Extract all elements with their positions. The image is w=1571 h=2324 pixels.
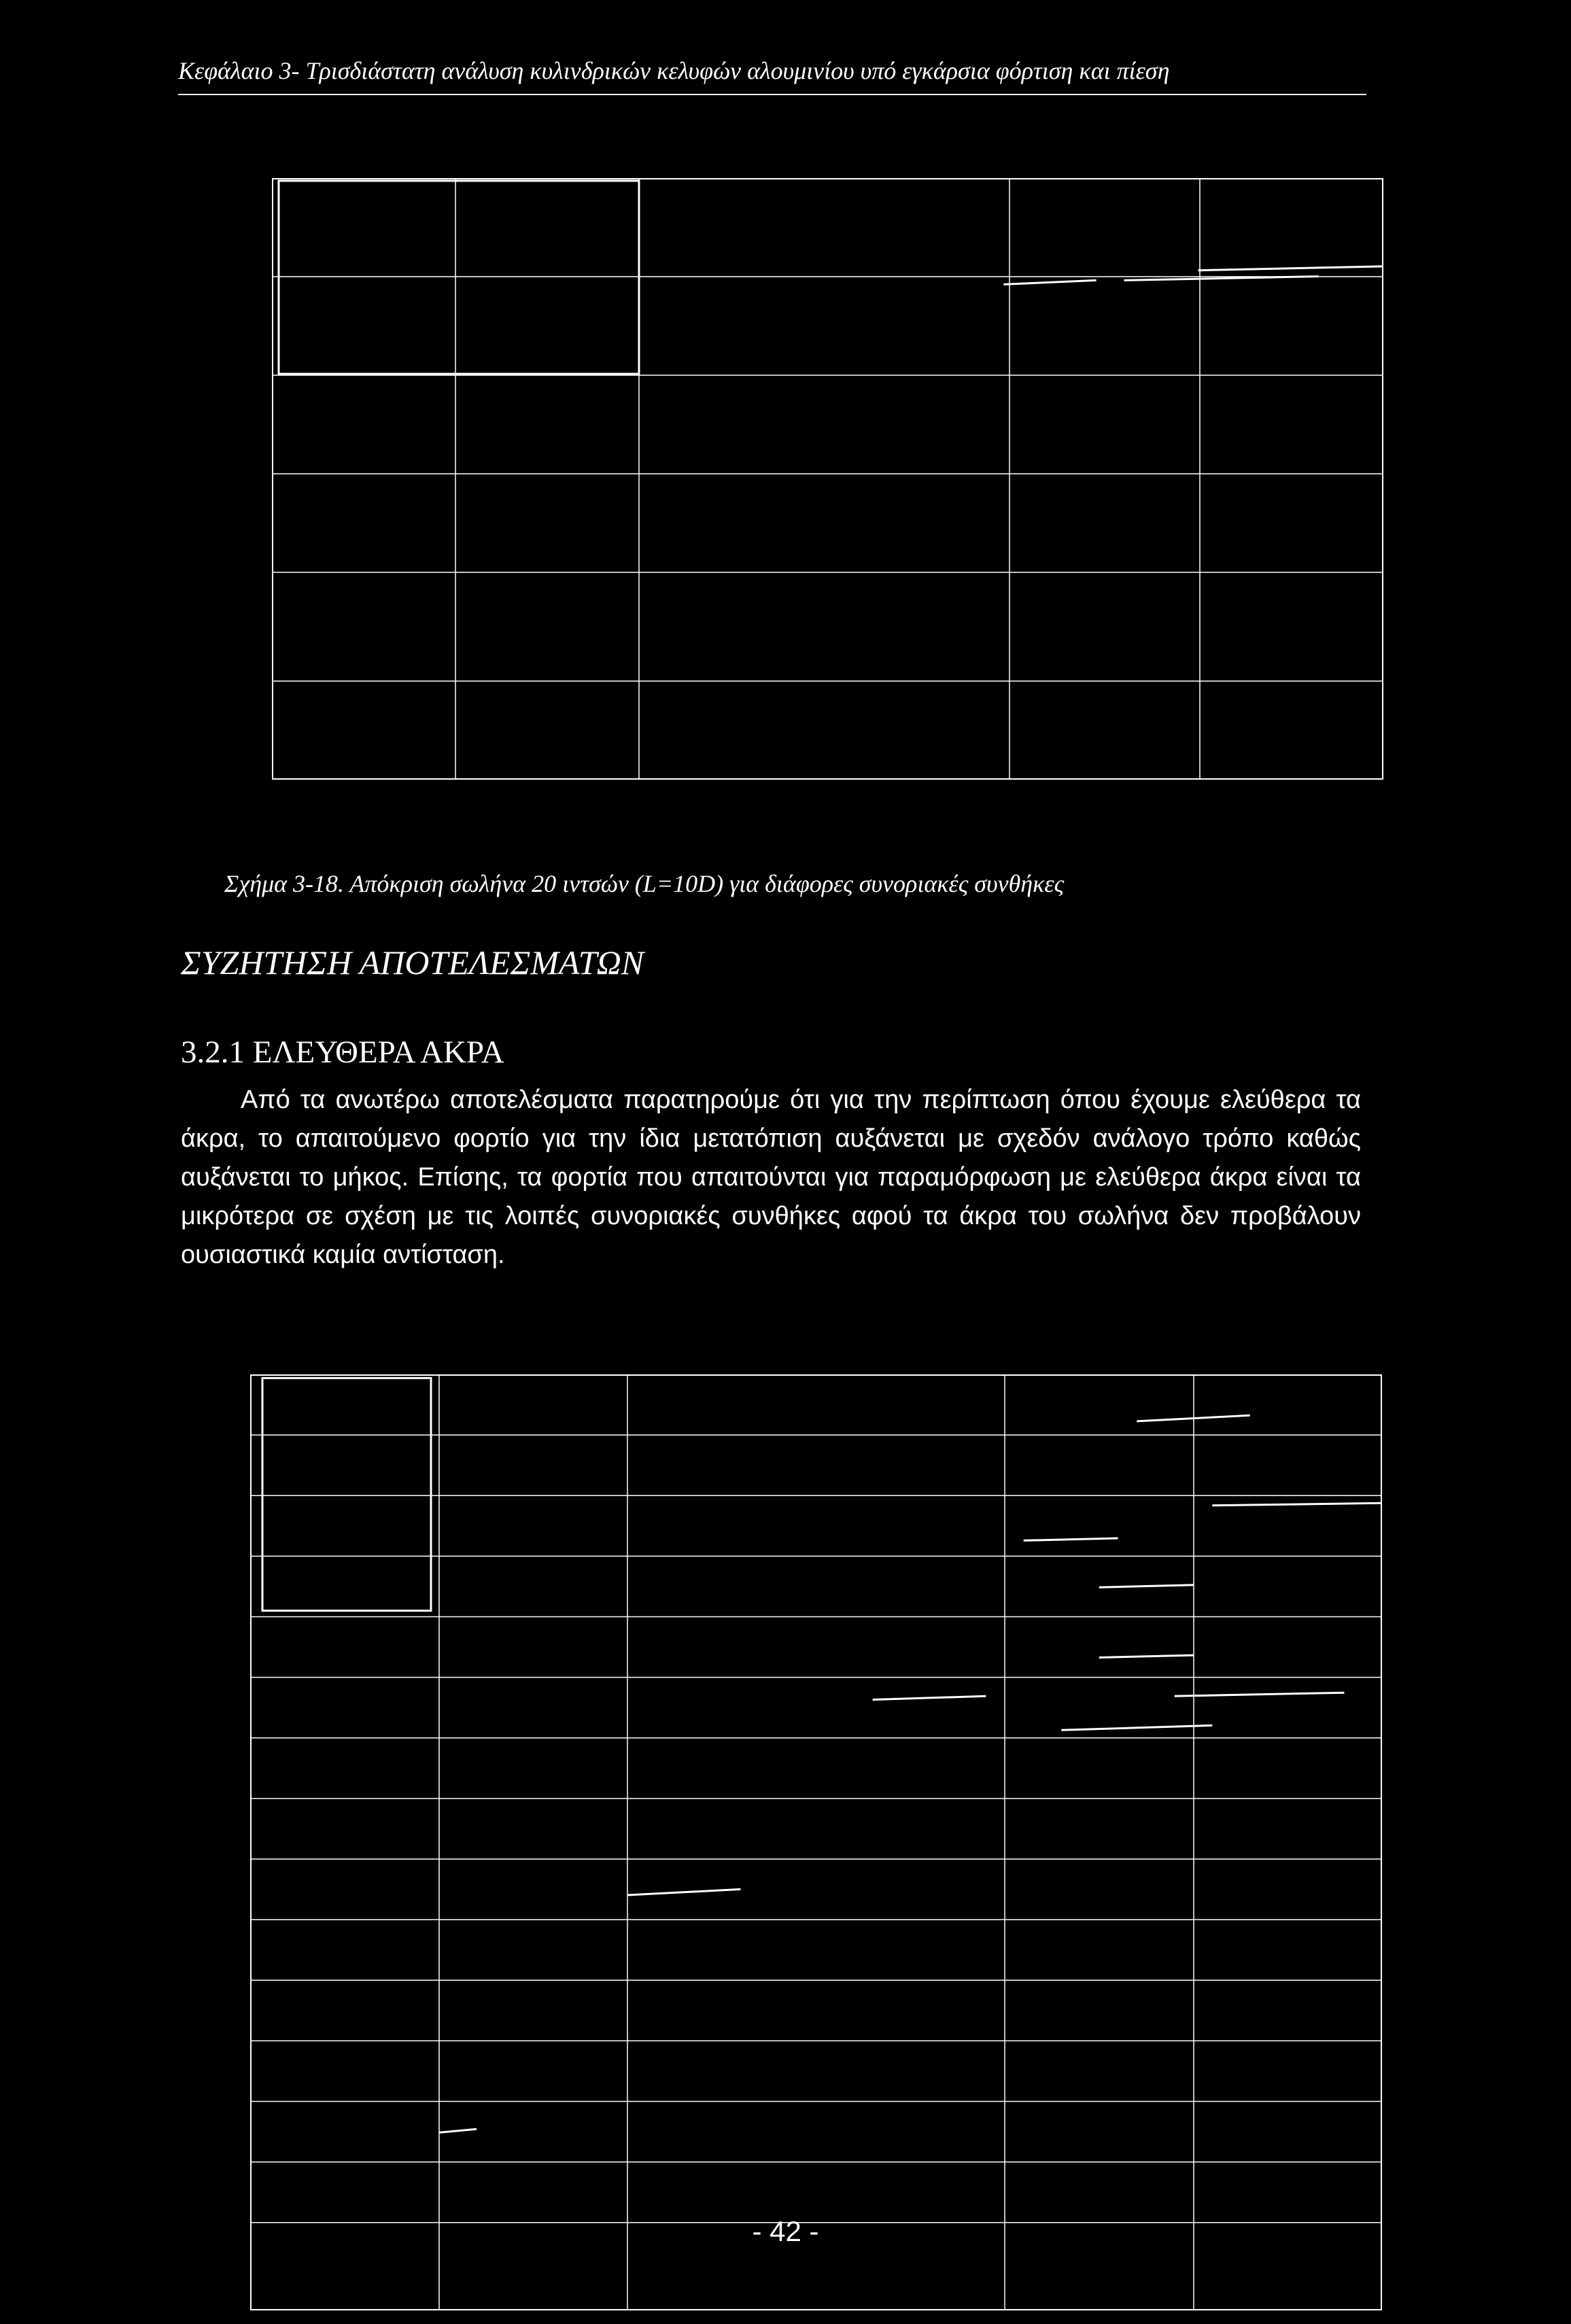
- series-line-6: [873, 1696, 986, 1699]
- header-rule: [178, 94, 1366, 95]
- series-line-2: [1212, 1503, 1382, 1506]
- page-number: - 42 -: [752, 2215, 819, 2247]
- series-line-4: [1099, 1585, 1194, 1588]
- discussion-paragraph: Από τα ανωτέρω αποτελέσματα παρατηρούμε ότι για την περίπτωση όπου έχουμε ελεύθερα τα άκρα, το απαιτούμενο φορτίο για την ίδια μετατόπιση αυξάνεται με σχεδόν ανάλογο τρόπο καθώς αυξάνεται το μήκος. Επίσης, τα φορτία που απαιτούνται για παραμόρφωση με ελεύθερα άκρα είναι τα μικρότερα σε σχέση με τις λοιπές συνοριακές συνθήκες αφού τα άκρα του σωλήνα δεν προβάλουν ουσιαστικά καμία αντίσταση.: [181, 1086, 1361, 1269]
- series-line-10: [439, 2129, 477, 2132]
- legend-box: [262, 1378, 431, 1610]
- series-line-3: [1198, 266, 1384, 271]
- series-line-7: [1061, 1725, 1212, 1730]
- figure-bottom-chart: [250, 1374, 1382, 2310]
- figure-3-18-chart: [272, 178, 1383, 780]
- figure-caption: Σχήμα 3-18. Απόκριση σωλήνα 20 ιντσών (L=10D) για διάφορες συνοριακές συνθήκες: [224, 870, 1065, 897]
- series-line-9: [627, 1889, 741, 1895]
- running-header: Κεφάλαιο 3- Τρισδιάστατη ανάλυση κυλινδρικών κελυφών αλουμινίου υπό εγκάρσια φόρτιση και πίεση: [178, 57, 1170, 84]
- legend-box: [279, 181, 639, 374]
- plot-frame: [251, 1375, 1381, 2310]
- subsection-title: 3.2.1 ΕΛΕΥΘΕΡΑ ΑΚΡΑ: [181, 1035, 504, 1070]
- plot-frame: [273, 179, 1383, 779]
- section-title: ΣΥΖΗΤΗΣΗ ΑΠΟΤΕΛΕΣΜΑΤΩΝ: [181, 943, 644, 982]
- series-line-5: [1099, 1655, 1194, 1657]
- series-line-1: [1003, 280, 1096, 284]
- series-line-3: [1024, 1538, 1118, 1540]
- series-line-8: [1175, 1693, 1345, 1696]
